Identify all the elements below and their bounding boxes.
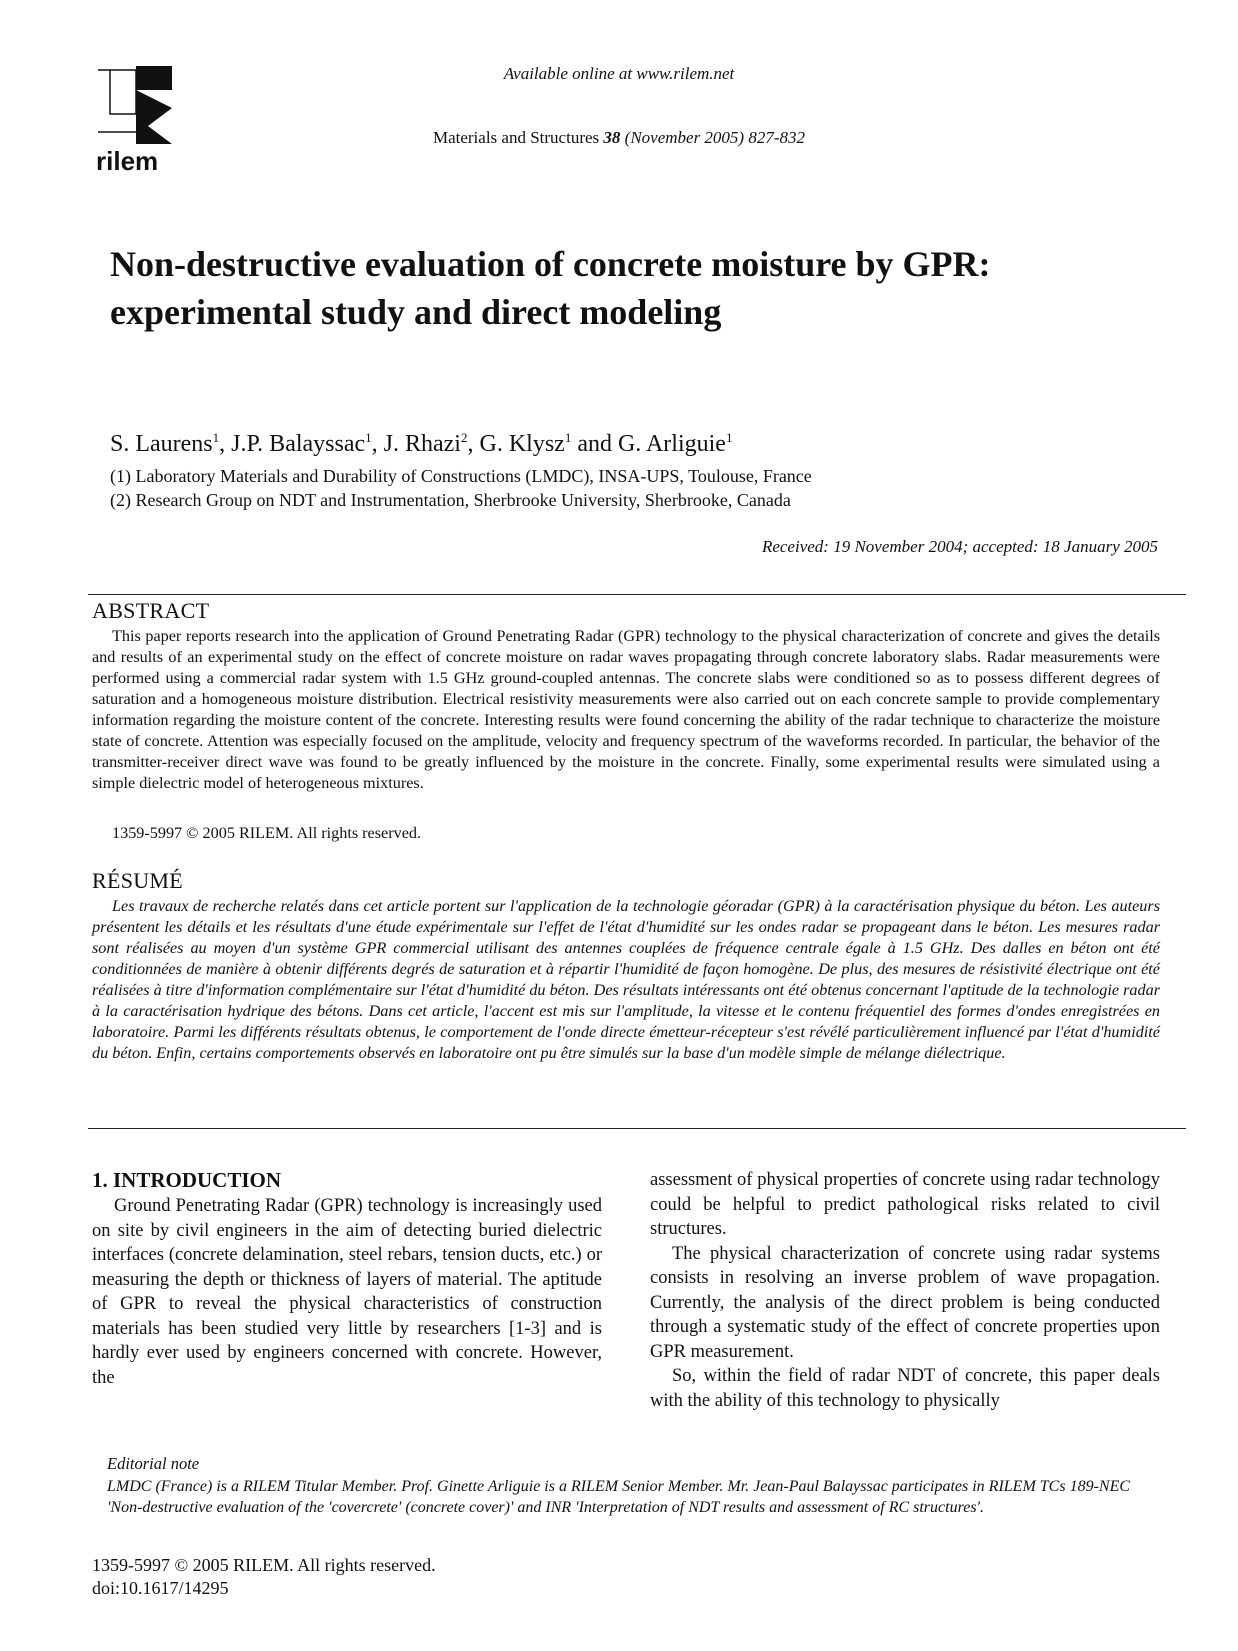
resume-text: Les travaux de recherche relatés dans cet article portent sur l'application de la technologie géoradar (GPR) à la caractérisation physique du béton. Les auteurs présentent les détails et les résultats d'une étude expérimentale sur l'effet de l'état d'humidité sur les ondes radar se propageant dans le béton. Les mesures radar sont réalisées au moyen d'un système GPR commercial utilisant des antennes couplées de fréquence centrale égale à 1.5 GHz. Des dalles en béton ont été conditionnées de manière à obtenir différents degrés de saturation et à répartir l'humidité de façon homogène. De plus, des mesures de résistivité électrique ont été réalisées à titre d'information complémentaire sur l'état d'humidité du béton. Des résultats intéressants ont été obtenus concernant l'aptitude de la technologie radar à la caractérisation hydrique des bétons. Dans cet article, l'accent est mis sur l'amplitude, la vitesse et le contenu fréquentiel des formes d'ondes enregistrées en laboratoire. Parmi les différents résultats obtenus, le comportement de l'onde directe émetteur-récepteur s'est révélé particulièrement influencé par l'état d'humidité du béton. Enfin, certains comportements observés en laboratoire ont pu être simulés sur la base d'un modèle simple de mélange diélectrique. xyxy=(92,897,1160,1062)
resume-heading: RÉSUMÉ xyxy=(92,868,184,893)
author-name: S. Laurens xyxy=(110,431,213,457)
abstract-text: This paper reports research into the application of Ground Penetrating Radar (GPR) technology to the physical characterization of concrete and gives the details and results of an experimental study on the effect of concrete moisture on radar waves propagating through concrete laboratory slabs. Radar measurements were performed using a commercial radar system with 1.5 GHz ground-coupled antennas. The concrete slabs were conditioned so as to possess different degrees of saturation and a homogeneous moisture distribution. Electrical resistivity measurements were also carried out on each concrete sample to provide complementary information regarding the moisture content of the concrete. Interesting results were found concerning the ability of the radar technique to characterize the moisture state of concrete. Attention was especially focused on the amplitude, velocity and frequency spectrum of the waveforms recorded. In particular, the behavior of the transmitter-receiver direct wave was found to be greatly influenced by the moisture in the concrete. Finally, some experimental results were simulated using a simple dielectric model of heterogeneous mixtures. xyxy=(92,627,1160,792)
paper-title: Non-destructive evaluation of concrete moisture by GPR: experimental study and direct modeling xyxy=(110,244,991,332)
author-affiliation-mark: 1 xyxy=(725,430,733,445)
abstract-heading: ABSTRACT xyxy=(92,598,210,623)
availability-line: Available online at www.rilem.net xyxy=(503,64,735,83)
footer-copyright: 1359-5997 © 2005 RILEM. All rights reserved. xyxy=(92,1555,436,1575)
received-dates: Received: 19 November 2004; accepted: 18 January 2005 xyxy=(761,537,1158,556)
introduction-heading: 1. INTRODUCTION xyxy=(92,1168,282,1192)
intro-paragraph-3: So, within the field of radar NDT of concrete, this paper deals with the ability of this technology to physically xyxy=(650,1366,1160,1411)
journal-issue: (November 2005) 827-832 xyxy=(620,128,806,147)
divider-bottom xyxy=(88,1128,1186,1129)
author-separator: , xyxy=(467,431,480,457)
intro-right-column xyxy=(650,1168,1160,1413)
author-name: J.P. Balayssac xyxy=(231,431,366,457)
author-name: J. Rhazi xyxy=(383,431,461,457)
author-affiliation-mark: 1 xyxy=(564,430,572,445)
author-name: G. Arliguie xyxy=(617,431,726,457)
editorial-note-heading: Editorial note xyxy=(107,1454,200,1473)
intro-paragraph-2: The physical characterization of concrete using radar systems consists in resolving an inverse problem of wave propagation. Currently, the analysis of the direct problem is being conducted through a systematic study of the effect of concrete properties upon GPR measurement. xyxy=(650,1243,1160,1362)
divider-top xyxy=(88,594,1186,595)
intro-paragraph-1-cont: assessment of physical properties of concrete using radar technology could be helpful to predict pathological risks related to civil structures. xyxy=(650,1170,1160,1239)
intro-left-column xyxy=(92,1194,602,1390)
editorial-note-text: LMDC (France) is a RILEM Titular Member. Prof. Ginette Arliguie is a RILEM Senior Member. Mr. Jean-Paul Balayssac participates in RILEM TCs 189-NEC 'Non-destructive evaluation of the 'covercrete' (concrete cover)' and INR 'Interpretation of NDT results and assessment of RC structures'. xyxy=(107,1478,1131,1516)
journal-citation xyxy=(0,128,1238,148)
author-name: G. Klysz xyxy=(479,431,565,457)
abstract-copyright: 1359-5997 © 2005 RILEM. All rights reserved. xyxy=(112,824,422,842)
author-affiliation-mark: 1 xyxy=(365,430,372,445)
affiliation-1: (1) Laboratory Materials and Durability of Constructions (LMDC), INSA-UPS, Toulouse, France xyxy=(110,466,812,486)
author-separator: , xyxy=(219,431,232,457)
journal-name: Materials and Structures xyxy=(432,128,604,147)
footer-doi: doi:10.1617/14295 xyxy=(92,1578,229,1598)
author-separator: and xyxy=(571,431,618,457)
author-list xyxy=(110,430,732,458)
logo-text: rilem xyxy=(96,146,159,172)
author-affiliation-mark: 1 xyxy=(212,430,220,445)
intro-paragraph-1: Ground Penetrating Radar (GPR) technology is increasingly used on site by civil engineers in the aim of detecting buried dielectric interfaces (concrete delamination, steel rebars, tension ducts, etc.) or measuring the depth or thickness of layers of material. The aptitude of GPR to reveal the physical characteristics of construction materials has been studied very little by researchers [1-3] and is hardly ever used by engineers concerned with concrete. However, the xyxy=(92,1196,602,1388)
author-separator: , xyxy=(371,431,384,457)
journal-volume: 38 xyxy=(603,128,621,147)
affiliation-2: (2) Research Group on NDT and Instrumentation, Sherbrooke University, Sherbrooke, Canada xyxy=(110,490,791,510)
author-affiliation-mark: 2 xyxy=(460,430,468,445)
